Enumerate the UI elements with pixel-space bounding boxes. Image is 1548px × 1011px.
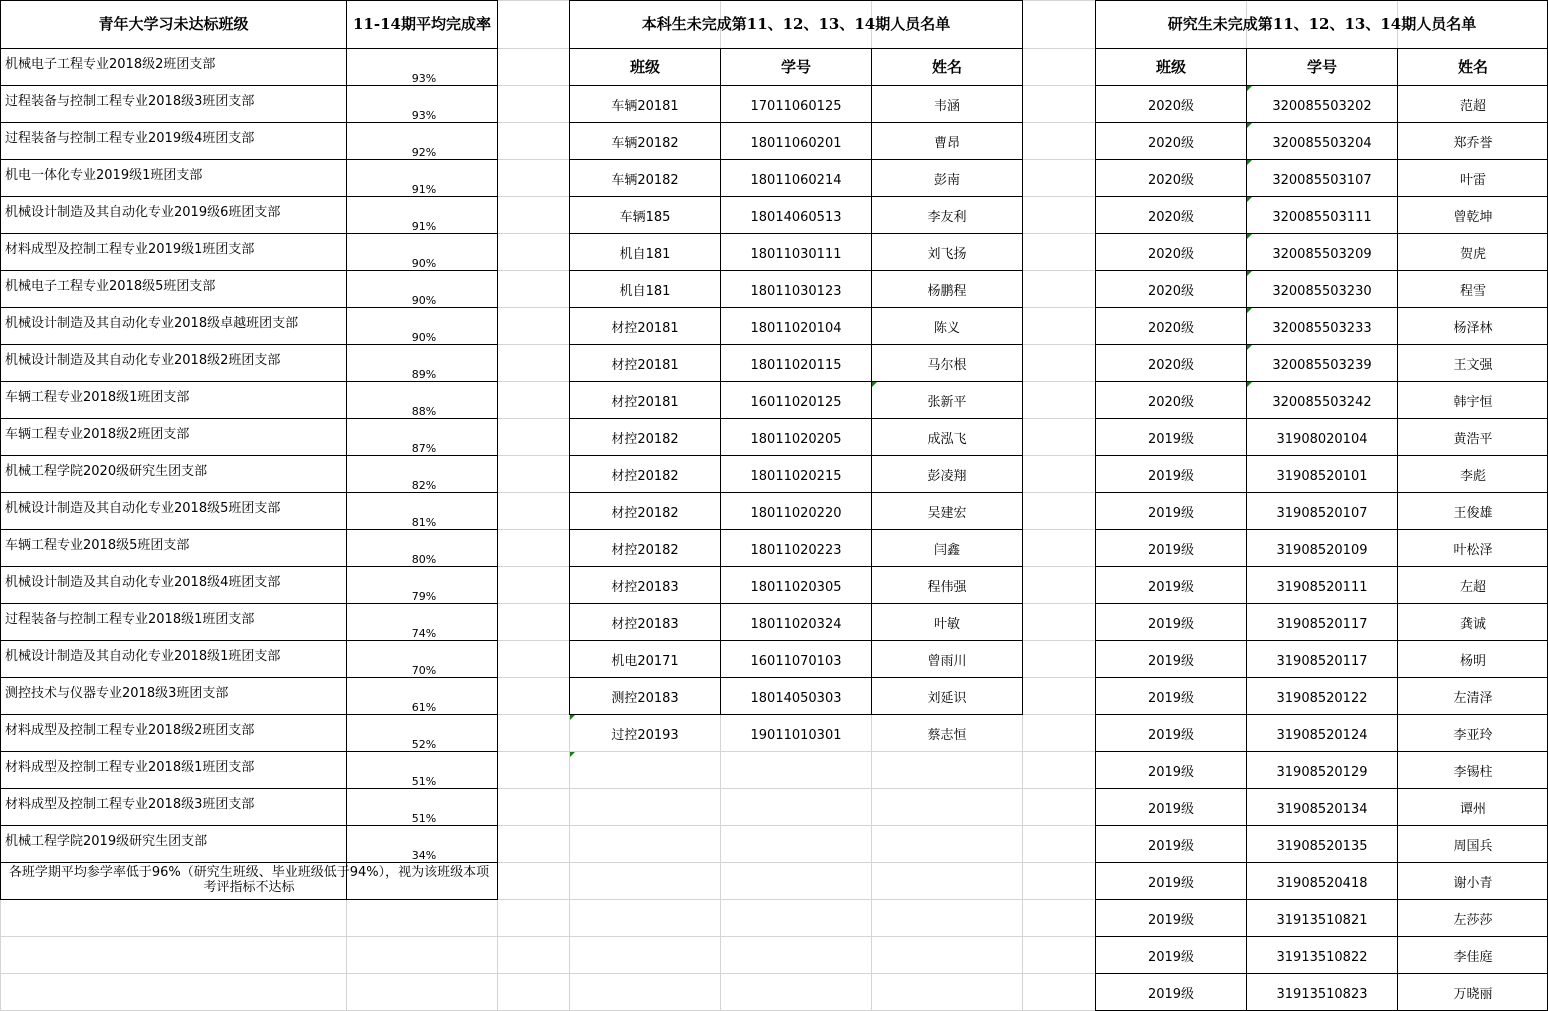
grad-id-cell[interactable]: 320085503107: [1272, 172, 1372, 188]
error-indicator-icon: [1247, 308, 1252, 313]
grad-class-cell[interactable]: 2019级: [1147, 616, 1195, 632]
completion-rate-cell[interactable]: 80%: [411, 553, 437, 566]
grad-name-cell[interactable]: 曾乾坤: [1453, 209, 1493, 225]
error-indicator-icon: [1247, 197, 1252, 202]
class-name-cell[interactable]: 机械设计制造及其自动化专业2018级卓越班团支部: [5, 315, 299, 331]
grad-class-cell[interactable]: 2019级: [1147, 653, 1195, 669]
grad-name-cell[interactable]: 王文强: [1453, 357, 1493, 373]
grad-class-cell[interactable]: 2020级: [1147, 357, 1195, 373]
grad-id-cell[interactable]: 320085503202: [1272, 98, 1372, 114]
undergrad-name-cell[interactable]: 彭凌翔: [927, 468, 967, 484]
header-unqualified-class[interactable]: 青年大学习未达标班级: [98, 15, 249, 33]
completion-rate-cell[interactable]: 52%: [411, 738, 437, 751]
undergrad-id-cell[interactable]: 18011020115: [750, 357, 842, 373]
grad-id-cell[interactable]: 320085503239: [1272, 357, 1372, 373]
completion-rate-cell[interactable]: 74%: [411, 627, 437, 640]
undergrad-class-cell[interactable]: 车辆20181: [611, 98, 679, 114]
grad-name-cell[interactable]: 贺虎: [1459, 246, 1486, 262]
grad-id-cell[interactable]: 31908520117: [1276, 616, 1368, 632]
grad-name-cell[interactable]: 叶松泽: [1453, 542, 1493, 558]
undergrad-id-cell[interactable]: 18011020305: [750, 579, 842, 595]
undergrad-col-name[interactable]: 姓名: [931, 57, 962, 76]
grad-class-cell[interactable]: 2019级: [1147, 690, 1195, 706]
class-name-cell[interactable]: 材料成型及控制工程专业2018级2班团支部: [5, 722, 255, 738]
grad-class-cell[interactable]: 2019级: [1147, 468, 1195, 484]
class-name-cell[interactable]: 测控技术与仪器专业2018级3班团支部: [5, 685, 229, 701]
class-name-cell[interactable]: 机械电子工程专业2018级2班团支部: [5, 56, 216, 72]
undergrad-class-cell[interactable]: 测控20183: [611, 690, 679, 706]
grad-name-cell[interactable]: 黄浩平: [1453, 431, 1493, 447]
undergrad-name-cell[interactable]: 程伟强: [927, 579, 967, 595]
grad-id-cell[interactable]: 31913510822: [1276, 949, 1368, 965]
grad-name-cell[interactable]: 杨泽林: [1453, 320, 1493, 336]
class-name-cell[interactable]: 车辆工程专业2018级1班团支部: [5, 389, 190, 405]
grad-name-cell[interactable]: 龚诚: [1459, 616, 1486, 632]
completion-rate-cell[interactable]: 90%: [411, 257, 437, 270]
undergrad-name-cell[interactable]: 刘飞扬: [927, 246, 967, 262]
undergrad-id-cell[interactable]: 18011020223: [750, 542, 842, 558]
completion-rate-cell[interactable]: 81%: [411, 516, 437, 529]
grad-name-cell[interactable]: 李亚玲: [1453, 727, 1493, 743]
class-name-cell[interactable]: 机械工程学院2020级研究生团支部: [5, 463, 208, 479]
grad-name-cell[interactable]: 左清泽: [1453, 690, 1493, 706]
undergrad-name-cell[interactable]: 刘延识: [927, 690, 967, 706]
grad-id-cell[interactable]: 31908020104: [1276, 431, 1368, 447]
undergrad-id-cell[interactable]: 16011070103: [750, 653, 842, 669]
undergrad-class-cell[interactable]: 材控20182: [611, 542, 679, 558]
grad-name-cell[interactable]: 程雪: [1459, 283, 1486, 299]
completion-rate-cell[interactable]: 90%: [411, 294, 437, 307]
grad-id-cell[interactable]: 320085503230: [1272, 283, 1372, 299]
completion-rate-cell[interactable]: 51%: [411, 812, 437, 825]
completion-rate-cell[interactable]: 93%: [411, 72, 437, 85]
undergrad-class-cell[interactable]: 机电20171: [611, 653, 679, 669]
undergrad-name-cell[interactable]: 成泓飞: [927, 431, 967, 447]
undergrad-class-cell[interactable]: 材控20183: [611, 616, 679, 632]
grad-name-cell[interactable]: 周国兵: [1453, 838, 1493, 854]
class-name-cell[interactable]: 机械设计制造及其自动化专业2019级6班团支部: [5, 204, 281, 220]
undergrad-id-cell[interactable]: 18011020205: [750, 431, 842, 447]
criteria-note[interactable]: 各班学期平均参学率低于96%（研究生班级、毕业班级低于94%），视为该班级本项考评指标不达标: [8, 865, 490, 895]
grad-list-title[interactable]: 研究生未完成第11、12、13、14期人员名单: [1167, 15, 1477, 33]
undergrad-class-cell[interactable]: 材控20182: [611, 505, 679, 521]
grad-id-cell[interactable]: 320085503209: [1272, 246, 1372, 262]
grad-class-cell[interactable]: 2019级: [1147, 431, 1195, 447]
completion-rate-cell[interactable]: 91%: [411, 220, 437, 233]
class-name-cell[interactable]: 材料成型及控制工程专业2019级1班团支部: [5, 241, 255, 257]
undergrad-class-cell[interactable]: 材控20181: [611, 394, 679, 410]
grad-id-cell[interactable]: 320085503242: [1272, 394, 1372, 410]
error-indicator-icon: [570, 715, 575, 720]
grad-class-cell[interactable]: 2019级: [1147, 579, 1195, 595]
error-indicator-icon: [1247, 271, 1252, 276]
undergrad-id-cell[interactable]: 17011060125: [750, 98, 842, 114]
class-name-cell[interactable]: 机械设计制造及其自动化专业2018级1班团支部: [5, 648, 281, 664]
undergrad-id-cell[interactable]: 19011010301: [750, 727, 842, 743]
undergrad-class-cell[interactable]: 材控20181: [611, 357, 679, 373]
completion-rate-cell[interactable]: 91%: [411, 183, 437, 196]
undergrad-id-cell[interactable]: 18011020324: [750, 616, 842, 632]
undergrad-name-cell[interactable]: 彭南: [933, 172, 960, 188]
grad-id-cell[interactable]: 320085503111: [1272, 209, 1372, 225]
error-indicator-icon: [1247, 160, 1252, 165]
grad-id-cell[interactable]: 31908520124: [1276, 727, 1368, 743]
grad-class-cell[interactable]: 2019级: [1147, 764, 1195, 780]
undergrad-class-cell[interactable]: 车辆20182: [611, 172, 679, 188]
class-name-cell[interactable]: 过程装备与控制工程专业2019级4班团支部: [5, 130, 255, 146]
completion-rate-cell[interactable]: 87%: [411, 442, 437, 455]
class-name-cell[interactable]: 车辆工程专业2018级5班团支部: [5, 537, 190, 553]
grad-class-cell[interactable]: 2020级: [1147, 394, 1195, 410]
grad-id-cell[interactable]: 320085503204: [1272, 135, 1372, 151]
undergrad-name-cell[interactable]: 蔡志恒: [927, 727, 967, 743]
undergrad-id-cell[interactable]: 18011020104: [750, 320, 842, 336]
undergrad-id-cell[interactable]: 16011020125: [750, 394, 842, 410]
undergrad-name-cell[interactable]: 曾雨川: [927, 653, 967, 669]
completion-rate-cell[interactable]: 34%: [411, 849, 437, 862]
class-name-cell[interactable]: 机械电子工程专业2018级5班团支部: [5, 278, 216, 294]
class-name-cell[interactable]: 材料成型及控制工程专业2018级3班团支部: [5, 796, 255, 812]
grad-id-cell[interactable]: 31908520109: [1276, 542, 1368, 558]
grad-class-cell[interactable]: 2019级: [1147, 838, 1195, 854]
undergrad-name-cell[interactable]: 韦涵: [933, 98, 960, 114]
grad-name-cell[interactable]: 韩宇恒: [1453, 394, 1493, 410]
grad-id-cell[interactable]: 31908520135: [1276, 838, 1368, 854]
class-name-cell[interactable]: 机械设计制造及其自动化专业2018级4班团支部: [5, 574, 281, 590]
grad-id-cell[interactable]: 31908520117: [1276, 653, 1368, 669]
undergrad-name-cell[interactable]: 马尔根: [927, 357, 967, 373]
undergrad-name-cell[interactable]: 李友利: [927, 209, 967, 225]
undergrad-id-cell[interactable]: 18014050303: [750, 690, 842, 706]
undergrad-name-cell[interactable]: 闫鑫: [933, 542, 960, 558]
undergrad-name-cell[interactable]: 吴建宏: [927, 505, 967, 521]
undergrad-name-cell[interactable]: 张新平: [927, 394, 967, 410]
undergrad-id-cell[interactable]: 18014060513: [750, 209, 842, 225]
grad-id-cell[interactable]: 31908520101: [1276, 468, 1368, 484]
completion-rate-cell[interactable]: 93%: [411, 109, 437, 122]
error-indicator-icon: [570, 752, 575, 757]
grad-class-cell[interactable]: 2020级: [1147, 283, 1195, 299]
grad-class-cell[interactable]: 2019级: [1147, 949, 1195, 965]
undergrad-col-class[interactable]: 班级: [629, 57, 660, 76]
grad-id-cell[interactable]: 31913510823: [1276, 986, 1368, 1002]
error-indicator-icon: [1247, 86, 1252, 91]
grad-name-cell[interactable]: 李佳庭: [1453, 949, 1493, 965]
undergrad-id-cell[interactable]: 18011020215: [750, 468, 842, 484]
class-name-cell[interactable]: 过程装备与控制工程专业2018级1班团支部: [5, 611, 255, 627]
error-indicator-icon: [872, 382, 877, 387]
grad-id-cell[interactable]: 31908520134: [1276, 801, 1368, 817]
grad-name-cell[interactable]: 万晓丽: [1453, 986, 1493, 1002]
class-name-cell[interactable]: 材料成型及控制工程专业2018级1班团支部: [5, 759, 255, 775]
completion-rate-cell[interactable]: 79%: [411, 590, 437, 603]
grad-name-cell[interactable]: 谭州: [1459, 801, 1486, 817]
grad-id-cell[interactable]: 31908520418: [1276, 875, 1368, 891]
grad-id-cell[interactable]: 31908520122: [1276, 690, 1368, 706]
grad-class-cell[interactable]: 2020级: [1147, 172, 1195, 188]
class-name-cell[interactable]: 机电一体化专业2019级1班团支部: [5, 167, 203, 183]
class-name-cell[interactable]: 机械设计制造及其自动化专业2018级5班团支部: [5, 500, 281, 516]
grad-id-cell[interactable]: 31913510821: [1276, 912, 1368, 928]
grad-col-class[interactable]: 班级: [1155, 57, 1186, 76]
grad-class-cell[interactable]: 2019级: [1147, 912, 1195, 928]
grad-class-cell[interactable]: 2019级: [1147, 986, 1195, 1002]
grad-name-cell[interactable]: 王俊雄: [1453, 505, 1493, 521]
grad-class-cell[interactable]: 2019级: [1147, 505, 1195, 521]
header-average-rate[interactable]: 11-14期平均完成率: [353, 15, 491, 33]
grad-col-name[interactable]: 姓名: [1457, 57, 1488, 76]
completion-rate-cell[interactable]: 90%: [411, 331, 437, 344]
completion-rate-cell[interactable]: 88%: [411, 405, 437, 418]
undergrad-id-cell[interactable]: 18011030123: [750, 283, 842, 299]
grad-class-cell[interactable]: 2020级: [1147, 98, 1195, 114]
completion-rate-cell[interactable]: 82%: [411, 479, 437, 492]
error-indicator-icon: [1247, 123, 1252, 128]
completion-rate-cell[interactable]: 89%: [411, 368, 437, 381]
class-name-cell[interactable]: 机械设计制造及其自动化专业2018级2班团支部: [5, 352, 281, 368]
undergrad-name-cell[interactable]: 杨鹏程: [927, 283, 967, 299]
undergrad-class-cell[interactable]: 材控20182: [611, 468, 679, 484]
grad-name-cell[interactable]: 左超: [1459, 579, 1486, 595]
undergrad-col-id[interactable]: 学号: [780, 57, 811, 76]
undergrad-id-cell[interactable]: 18011060214: [750, 172, 842, 188]
error-indicator-icon: [1247, 382, 1252, 387]
undergrad-class-cell[interactable]: 过控20193: [611, 727, 679, 743]
undergrad-class-cell[interactable]: 材控20182: [611, 431, 679, 447]
undergrad-list-title[interactable]: 本科生未完成第11、12、13、14期人员名单: [641, 15, 951, 33]
grad-class-cell[interactable]: 2020级: [1147, 209, 1195, 225]
grad-name-cell[interactable]: 范超: [1459, 98, 1486, 114]
undergrad-name-cell[interactable]: 叶敏: [933, 616, 960, 632]
undergrad-class-cell[interactable]: 材控20183: [611, 579, 679, 595]
class-name-cell[interactable]: 过程装备与控制工程专业2018级3班团支部: [5, 93, 255, 109]
grad-class-cell[interactable]: 2020级: [1147, 135, 1195, 151]
error-indicator-icon: [1247, 234, 1252, 239]
grad-name-cell[interactable]: 李彪: [1459, 468, 1486, 484]
undergrad-class-cell[interactable]: 材控20181: [611, 320, 679, 336]
grad-class-cell[interactable]: 2019级: [1147, 801, 1195, 817]
grad-name-cell[interactable]: 李锡柱: [1453, 764, 1493, 780]
grad-class-cell[interactable]: 2019级: [1147, 875, 1195, 891]
completion-rate-cell[interactable]: 92%: [411, 146, 437, 159]
undergrad-class-cell[interactable]: 机自181: [619, 283, 671, 299]
grad-id-cell[interactable]: 31908520111: [1276, 579, 1368, 595]
undergrad-name-cell[interactable]: 曹昂: [933, 135, 960, 151]
completion-rate-cell[interactable]: 70%: [411, 664, 437, 677]
undergrad-class-cell[interactable]: 机自181: [619, 246, 671, 262]
grad-class-cell[interactable]: 2019级: [1147, 542, 1195, 558]
completion-rate-cell[interactable]: 61%: [411, 701, 437, 714]
grad-class-cell[interactable]: 2019级: [1147, 727, 1195, 743]
grad-name-cell[interactable]: 左莎莎: [1453, 912, 1493, 928]
grad-name-cell[interactable]: 郑乔誉: [1453, 135, 1493, 151]
grad-class-cell[interactable]: 2020级: [1147, 320, 1195, 336]
grad-class-cell[interactable]: 2020级: [1147, 246, 1195, 262]
grad-id-cell[interactable]: 31908520107: [1276, 505, 1368, 521]
undergrad-id-cell[interactable]: 18011030111: [750, 246, 842, 262]
undergrad-class-cell[interactable]: 车辆20182: [611, 135, 679, 151]
class-name-cell[interactable]: 车辆工程专业2018级2班团支部: [5, 426, 190, 442]
grad-id-cell[interactable]: 320085503233: [1272, 320, 1372, 336]
grad-name-cell[interactable]: 杨明: [1459, 653, 1486, 669]
grad-col-id[interactable]: 学号: [1306, 57, 1337, 76]
error-indicator-icon: [1247, 345, 1252, 350]
undergrad-class-cell[interactable]: 车辆185: [619, 209, 671, 225]
undergrad-name-cell[interactable]: 陈义: [933, 320, 960, 336]
class-name-cell[interactable]: 机械工程学院2019级研究生团支部: [5, 833, 208, 849]
undergrad-id-cell[interactable]: 18011020220: [750, 505, 842, 521]
grad-id-cell[interactable]: 31908520129: [1276, 764, 1368, 780]
completion-rate-cell[interactable]: 51%: [411, 775, 437, 788]
grad-name-cell[interactable]: 叶雷: [1459, 172, 1486, 188]
grad-name-cell[interactable]: 谢小青: [1453, 875, 1493, 891]
undergrad-id-cell[interactable]: 18011060201: [750, 135, 842, 151]
